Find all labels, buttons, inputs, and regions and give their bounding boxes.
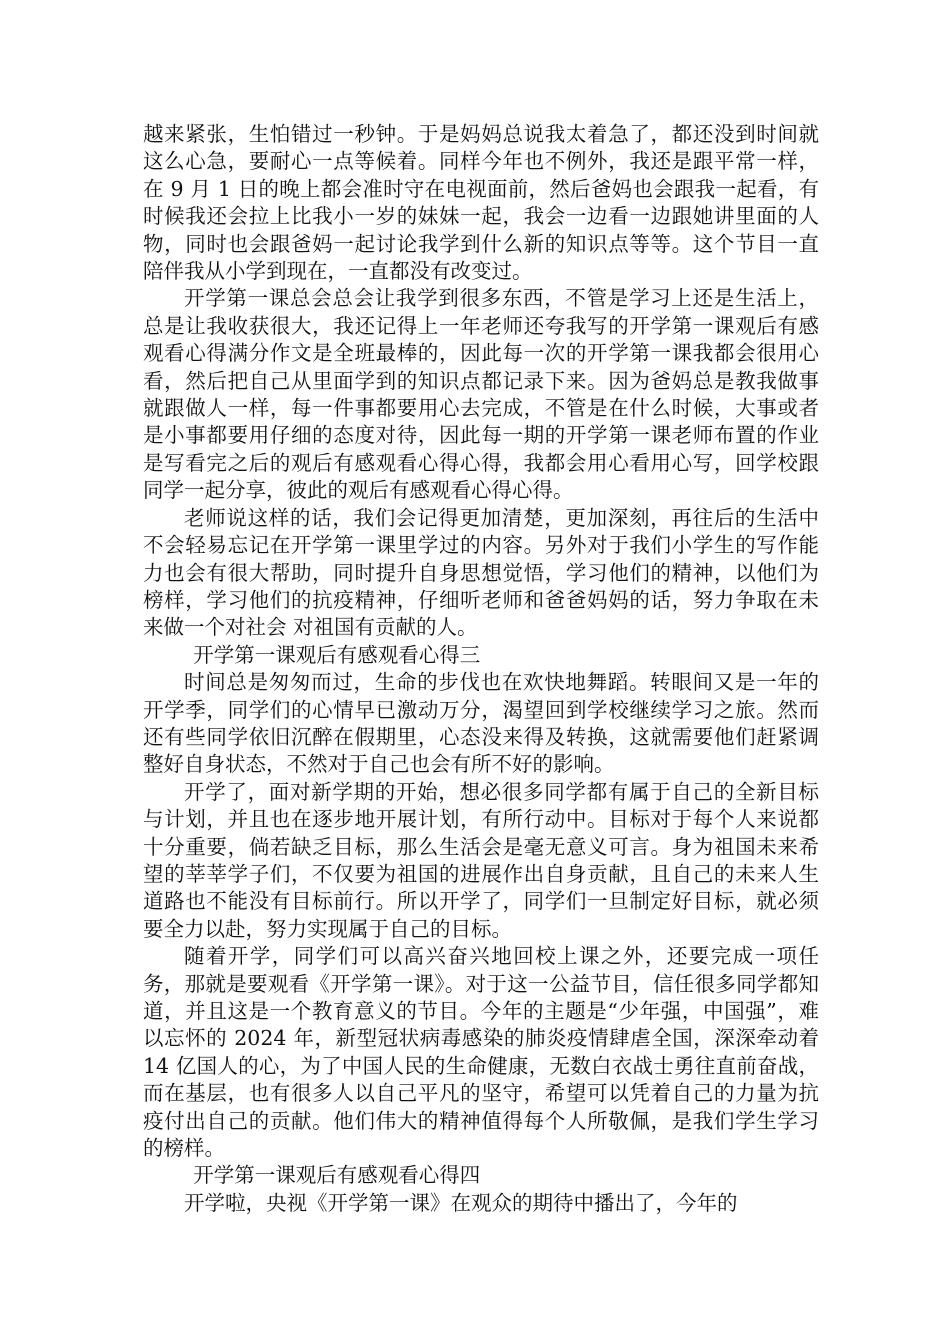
paragraph: 越来紧张，生怕错过一秒钟。于是妈妈总说我太着急了，都还没到时间就这么心急，要耐心一点等候着。同样今年也不例外，我还是跟平常一样，在 9 月 1 日的晚上都会准时守在电视面前，然后爸妈也会跟我一起看，有时候我还会拉上比我小一岁的妹妹一起，我会一边看一边跟她讲里面的人物，同时也会跟爸妈一起讨论我学到什么新的知识点等等。这个节目一直陪伴我从小学到现在，一直都没有改变过。 [143,122,819,284]
section-heading: 开学第一课观后有感观看心得四 [193,1163,481,1188]
paragraph: 开学啦，央视《开学第一课》在观众的期待中播出了，今年的 [184,1190,738,1215]
paragraph: 老师说这样的话，我们会记得更加清楚，更加深刻，再往后的生活中不会轻易忘记在开学第一课里学过的内容。另外对于我们小学生的写作能力也会有很大帮助，同时提升自身思想觉悟，学习他们的精神，以他们为榜样，学习他们的抗疫精神，仔细听老师和爸爸妈妈的话，努力争取在未来做一个对社会 对祖国有贡献的人。 [143,505,819,640]
paragraph: 时间总是匆匆而过，生命的步伐也在欢快地舞蹈。转眼间又是一年的开学季，同学们的心情早已激动万分，渴望回到学校继续学习之旅。然而还有些同学依旧沉醉在假期里，心态没来得及转换，这就需要他们赶紧调整好自身状态，不然对于自己也会有所不好的影响。 [143,670,819,777]
paragraph: 随着开学，同学们可以高兴奋兴地回校上课之外，还要完成一项任务，那就是要观看《开学第一课》。对于这一公益节目，信任很多同学都知道，并且这是一个教育意义的节目。今年的主题是“少年强，中国强”，难以忘怀的 2024 年，新型冠状病毒感染的肺炎疫情肆虐全国，深深牵动着 14 亿国人的心，为了中国人民的生命健康，无数白衣战士勇往直前奋战，而在基层，也有很多人以自己平凡的坚守，希望可以凭着自己的力量为抗疫付出自己的贡献。他们伟大的精神值得每个人所敬佩，是我们学生学习的榜样。 [143,944,819,1161]
paragraph: 开学第一课总会总会让我学到很多东西，不管是学习上还是生活上，总是让我收获很大，我还记得上一年老师还夸我写的开学第一课观后有感观看心得满分作文是全班最棒的，因此每一次的开学第一课我都会很用心看，然后把自己从里面学到的知识点都记录下来。因为爸妈总是教我做事就跟做人一样，每一件事都要用心去完成，不管是在什么时候，大事或者是小事都要用仔细的态度对待，因此每一期的开学第一课老师布置的作业是写看完之后的观后有感观看心得心得，我都会用心看用心写，回学校跟同学一起分享，彼此的观后有感观看心得心得。 [143,286,819,503]
document-body [143,121,819,1217]
paragraph: 开学了，面对新学期的开始，想必很多同学都有属于自己的全新目标与计划，并且也在逐步地开展计划，有所行动中。目标对于每个人来说都十分重要，倘若缺乏目标，那么生活会是毫无意义可言。身为祖国未来希望的莘莘学子们，不仅要为祖国的进展作出自身贡献，且自己的未来人生道路也不能没有目标前行。所以开学了，同学们一旦制定好目标，就必须要全力以赴，努力实现属于自己的目标。 [143,779,819,941]
section-heading: 开学第一课观后有感观看心得三 [193,642,481,667]
